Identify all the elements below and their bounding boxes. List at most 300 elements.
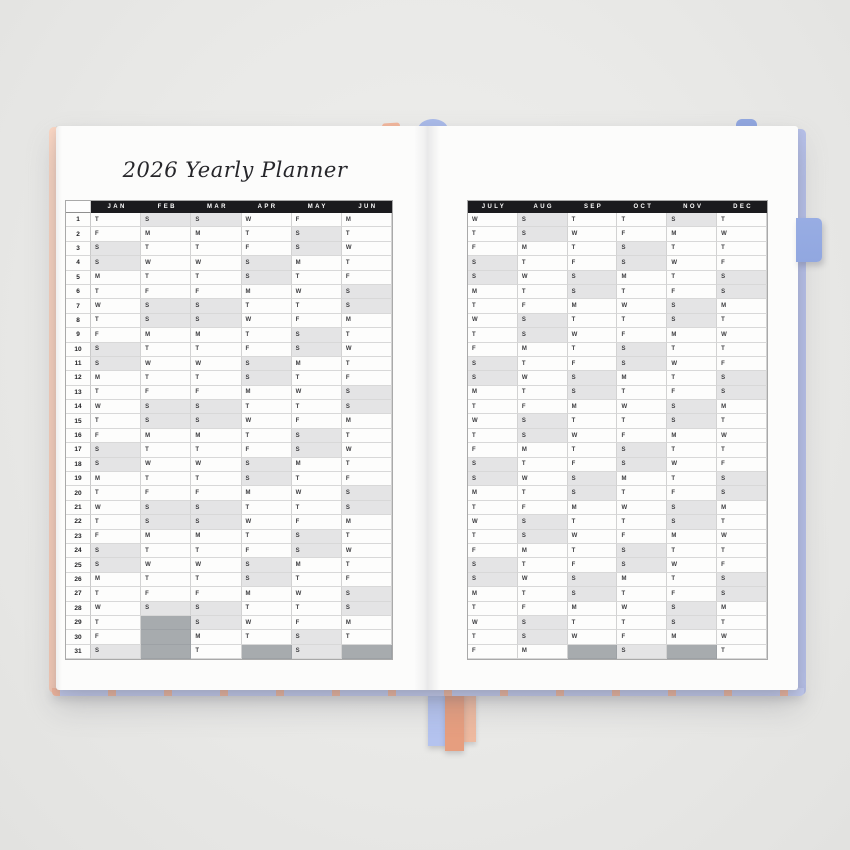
day-cell: S [191, 602, 241, 616]
row-number-cell: 20 [66, 486, 91, 500]
ribbon-salmon [445, 691, 464, 751]
day-cell: F [141, 486, 191, 500]
day-cell: S [91, 242, 141, 256]
day-cell: F [292, 213, 342, 227]
day-cell: W [518, 371, 568, 385]
day-cell: M [141, 328, 191, 342]
row-number-cell: 3 [66, 242, 91, 256]
day-cell: T [342, 458, 392, 472]
row-number-cell: 27 [66, 587, 91, 601]
day-cell: M [617, 472, 667, 486]
day-cell: S [518, 616, 568, 630]
day-cell: F [91, 530, 141, 544]
day-cell: T [617, 414, 667, 428]
day-cell: T [667, 544, 717, 558]
month-header: APR [242, 201, 292, 213]
day-cell: M [518, 242, 568, 256]
day-cell: T [342, 429, 392, 443]
day-cell: M [292, 458, 342, 472]
day-cell: S [617, 443, 667, 457]
day-cell: M [242, 486, 292, 500]
row-number-cell: 28 [66, 602, 91, 616]
day-cell: T [141, 544, 191, 558]
day-cell: F [468, 242, 518, 256]
day-cell: S [717, 285, 767, 299]
day-cell: F [91, 328, 141, 342]
day-cell: S [141, 213, 191, 227]
day-cell: T [141, 242, 191, 256]
day-cell: T [292, 299, 342, 313]
day-cell: S [342, 587, 392, 601]
day-cell: S [191, 616, 241, 630]
day-cell: W [191, 558, 241, 572]
day-cell: S [667, 616, 717, 630]
day-cell: M [91, 573, 141, 587]
day-cell: S [141, 400, 191, 414]
left-calendar-table [65, 200, 393, 660]
day-cell: S [518, 429, 568, 443]
day-cell: S [518, 314, 568, 328]
day-cell: T [191, 242, 241, 256]
day-cell: T [141, 472, 191, 486]
day-cell: W [667, 458, 717, 472]
day-cell: F [342, 472, 392, 486]
day-cell: W [91, 299, 141, 313]
day-cell: W [617, 501, 667, 515]
day-cell: T [468, 299, 518, 313]
day-cell: F [292, 314, 342, 328]
day-cell: S [191, 515, 241, 529]
day-cell: M [292, 558, 342, 572]
day-cell: F [191, 386, 241, 400]
day-cell: M [518, 645, 568, 659]
day-cell: W [242, 213, 292, 227]
day-cell: W [667, 256, 717, 270]
day-cell: M [717, 400, 767, 414]
day-cell: F [342, 573, 392, 587]
day-cell: S [292, 328, 342, 342]
day-cell: W [91, 602, 141, 616]
day-cell: T [292, 271, 342, 285]
day-cell: S [667, 515, 717, 529]
day-cell: S [518, 213, 568, 227]
day-cell: T [468, 501, 518, 515]
day-cell: T [242, 501, 292, 515]
day-cell: F [141, 386, 191, 400]
day-cell: S [468, 357, 518, 371]
day-cell: T [242, 530, 292, 544]
day-cell: M [342, 213, 392, 227]
day-cell: M [617, 573, 667, 587]
day-cell: T [568, 242, 618, 256]
day-cell: S [667, 314, 717, 328]
day-cell: S [667, 602, 717, 616]
day-cell: S [568, 472, 618, 486]
day-cell: S [292, 242, 342, 256]
day-cell: S [717, 573, 767, 587]
day-cell: S [617, 242, 667, 256]
day-cell: M [568, 501, 618, 515]
day-cell: T [568, 343, 618, 357]
day-cell: W [242, 314, 292, 328]
day-cell: M [342, 314, 392, 328]
day-cell: T [191, 544, 241, 558]
row-number-cell: 31 [66, 645, 91, 659]
day-cell: T [617, 616, 667, 630]
day-cell: S [91, 256, 141, 270]
day-cell: F [292, 616, 342, 630]
day-cell: T [191, 472, 241, 486]
day-cell: S [242, 271, 292, 285]
day-cell: F [717, 558, 767, 572]
day-cell: T [342, 558, 392, 572]
day-cell: M [518, 443, 568, 457]
row-number-cell: 17 [66, 443, 91, 457]
day-cell: S [242, 558, 292, 572]
day-cell: T [342, 256, 392, 270]
day-cell: T [667, 472, 717, 486]
day-cell: T [717, 544, 767, 558]
day-cell: T [468, 429, 518, 443]
day-cell: S [242, 256, 292, 270]
day-cell: T [518, 386, 568, 400]
day-cell: S [91, 443, 141, 457]
day-cell: S [242, 573, 292, 587]
row-number-cell: 15 [66, 414, 91, 428]
day-cell: M [717, 299, 767, 313]
day-cell [141, 645, 191, 659]
day-cell: S [141, 414, 191, 428]
day-cell: W [342, 343, 392, 357]
day-cell: F [717, 357, 767, 371]
day-cell: W [667, 558, 717, 572]
day-cell: F [292, 414, 342, 428]
day-cell: S [191, 299, 241, 313]
day-cell: M [717, 602, 767, 616]
day-cell: W [617, 602, 667, 616]
day-cell: T [91, 213, 141, 227]
day-cell: S [141, 602, 191, 616]
day-cell: S [518, 414, 568, 428]
day-cell [141, 616, 191, 630]
month-header: MAR [191, 201, 241, 213]
day-cell: M [518, 544, 568, 558]
day-cell: T [617, 213, 667, 227]
day-cell: S [468, 271, 518, 285]
day-cell: S [667, 400, 717, 414]
day-cell: S [568, 587, 618, 601]
day-cell: M [342, 616, 392, 630]
day-cell: W [91, 400, 141, 414]
day-cell: F [468, 443, 518, 457]
day-cell: F [242, 343, 292, 357]
day-cell: M [667, 328, 717, 342]
day-cell: F [468, 645, 518, 659]
day-cell: S [717, 271, 767, 285]
row-number-cell: 10 [66, 343, 91, 357]
day-cell: T [91, 285, 141, 299]
day-cell: T [717, 443, 767, 457]
day-cell: F [667, 285, 717, 299]
day-cell: T [717, 314, 767, 328]
day-cell: T [191, 343, 241, 357]
day-cell: W [91, 501, 141, 515]
day-cell: S [568, 371, 618, 385]
day-cell: T [667, 573, 717, 587]
day-cell: T [717, 515, 767, 529]
day-cell: T [617, 587, 667, 601]
day-cell: S [468, 256, 518, 270]
day-cell: M [518, 343, 568, 357]
day-cell: T [191, 573, 241, 587]
day-cell: T [141, 443, 191, 457]
day-cell: S [518, 328, 568, 342]
day-cell: T [617, 386, 667, 400]
day-cell: T [617, 314, 667, 328]
day-cell: W [568, 630, 618, 644]
day-cell: S [717, 472, 767, 486]
day-cell: T [141, 271, 191, 285]
month-header: JULY [468, 201, 518, 213]
day-cell: T [292, 472, 342, 486]
row-number-cell: 30 [66, 630, 91, 644]
day-cell: M [91, 472, 141, 486]
day-cell: T [342, 328, 392, 342]
day-cell: S [292, 544, 342, 558]
row-number-cell: 26 [66, 573, 91, 587]
day-cell: T [518, 357, 568, 371]
row-number-cell: 19 [66, 472, 91, 486]
day-cell: T [667, 271, 717, 285]
day-cell: S [568, 386, 618, 400]
day-cell: S [617, 645, 667, 659]
day-cell: S [342, 299, 392, 313]
day-cell: W [717, 429, 767, 443]
day-cell: W [292, 386, 342, 400]
day-cell: M [191, 630, 241, 644]
day-cell: S [468, 573, 518, 587]
day-cell: M [91, 271, 141, 285]
day-cell [667, 645, 717, 659]
day-cell: S [292, 429, 342, 443]
day-cell: S [141, 314, 191, 328]
day-cell: T [292, 573, 342, 587]
day-cell: S [242, 357, 292, 371]
day-cell: S [617, 558, 667, 572]
day-cell: T [518, 285, 568, 299]
day-cell: T [617, 285, 667, 299]
day-cell: T [667, 343, 717, 357]
day-cell: T [568, 616, 618, 630]
day-cell: W [242, 616, 292, 630]
day-cell: W [342, 242, 392, 256]
day-cell: S [91, 357, 141, 371]
day-cell: F [242, 242, 292, 256]
day-cell: T [141, 371, 191, 385]
day-cell: T [518, 558, 568, 572]
day-cell: S [468, 458, 518, 472]
day-cell: T [191, 443, 241, 457]
row-number-cell: 9 [66, 328, 91, 342]
day-cell [342, 645, 392, 659]
day-cell: S [667, 213, 717, 227]
day-cell: T [468, 602, 518, 616]
day-cell: S [342, 386, 392, 400]
day-cell: S [518, 515, 568, 529]
day-cell: S [91, 558, 141, 572]
day-cell: M [141, 429, 191, 443]
row-number-cell: 25 [66, 558, 91, 572]
day-cell: S [91, 458, 141, 472]
day-cell: M [191, 530, 241, 544]
day-cell: T [292, 400, 342, 414]
day-cell: W [468, 213, 518, 227]
day-cell: M [568, 602, 618, 616]
day-cell: T [468, 328, 518, 342]
day-cell: T [342, 530, 392, 544]
day-cell: F [518, 501, 568, 515]
month-header: NOV [667, 201, 717, 213]
day-cell: T [242, 429, 292, 443]
month-header: SEP [568, 201, 618, 213]
side-bookmark-tab [796, 218, 822, 262]
day-cell: F [717, 458, 767, 472]
day-cell: S [617, 544, 667, 558]
day-cell: W [468, 414, 518, 428]
day-cell: S [91, 544, 141, 558]
day-cell: F [292, 515, 342, 529]
day-cell: W [518, 472, 568, 486]
day-cell: W [141, 357, 191, 371]
day-cell: S [717, 486, 767, 500]
right-calendar-table [467, 200, 768, 660]
day-cell: S [191, 400, 241, 414]
day-cell: S [141, 299, 191, 313]
day-cell: F [617, 227, 667, 241]
day-cell: T [242, 400, 292, 414]
day-cell: S [667, 414, 717, 428]
day-cell: T [717, 616, 767, 630]
day-cell: S [141, 501, 191, 515]
month-header: AUG [518, 201, 568, 213]
day-cell: T [292, 602, 342, 616]
day-cell: W [242, 414, 292, 428]
day-cell: W [468, 314, 518, 328]
day-cell: S [617, 343, 667, 357]
row-number-cell: 11 [66, 357, 91, 371]
day-cell: F [518, 400, 568, 414]
day-cell: F [617, 328, 667, 342]
day-cell: T [191, 645, 241, 659]
row-number-cell: 24 [66, 544, 91, 558]
day-cell: S [91, 645, 141, 659]
day-cell: T [568, 213, 618, 227]
day-cell: M [468, 587, 518, 601]
day-cell: F [342, 271, 392, 285]
day-cell: S [342, 486, 392, 500]
day-cell: M [667, 227, 717, 241]
day-cell: F [568, 558, 618, 572]
day-cell: F [91, 630, 141, 644]
day-cell: T [141, 343, 191, 357]
month-header: MAY [292, 201, 342, 213]
day-cell: F [617, 429, 667, 443]
day-cell: S [191, 501, 241, 515]
day-cell: T [568, 443, 618, 457]
day-cell: F [468, 544, 518, 558]
day-cell: W [568, 530, 618, 544]
month-header: OCT [617, 201, 667, 213]
day-cell: T [568, 314, 618, 328]
day-cell: M [242, 587, 292, 601]
day-cell: M [292, 256, 342, 270]
day-cell [141, 630, 191, 644]
day-cell [568, 645, 618, 659]
day-cell: F [568, 458, 618, 472]
day-cell: M [91, 371, 141, 385]
day-cell: M [667, 630, 717, 644]
day-cell: S [342, 602, 392, 616]
day-cell: F [617, 530, 667, 544]
day-cell: S [717, 587, 767, 601]
day-cell: T [717, 242, 767, 256]
row-number-cell: 16 [66, 429, 91, 443]
day-cell: T [468, 630, 518, 644]
day-cell: F [191, 486, 241, 500]
day-cell: T [568, 515, 618, 529]
day-cell: W [518, 573, 568, 587]
day-cell: T [242, 602, 292, 616]
day-cell: T [717, 645, 767, 659]
day-cell: S [667, 299, 717, 313]
day-cell: W [717, 328, 767, 342]
day-cell: F [667, 486, 717, 500]
day-cell: S [292, 530, 342, 544]
day-cell: S [292, 343, 342, 357]
day-cell: F [568, 256, 618, 270]
day-cell: T [717, 343, 767, 357]
day-cell: T [91, 386, 141, 400]
row-number-cell: 8 [66, 314, 91, 328]
day-cell: F [191, 587, 241, 601]
day-cell: T [667, 443, 717, 457]
day-cell: S [191, 213, 241, 227]
day-cell: W [342, 544, 392, 558]
day-cell: T [292, 501, 342, 515]
day-cell: F [468, 343, 518, 357]
row-number-cell: 7 [66, 299, 91, 313]
day-cell: S [468, 558, 518, 572]
day-cell: W [141, 558, 191, 572]
row-number-cell: 29 [66, 616, 91, 630]
day-cell: S [292, 443, 342, 457]
day-cell: F [568, 357, 618, 371]
day-cell: W [667, 357, 717, 371]
day-cell: W [292, 486, 342, 500]
day-cell: M [191, 429, 241, 443]
day-cell: S [518, 227, 568, 241]
month-header: FEB [141, 201, 191, 213]
month-header: JUN [342, 201, 392, 213]
row-number-cell: 12 [66, 371, 91, 385]
day-cell: S [568, 271, 618, 285]
day-cell: S [242, 458, 292, 472]
day-cell: M [667, 429, 717, 443]
day-cell: F [617, 630, 667, 644]
day-cell: T [518, 256, 568, 270]
row-number-cell: 13 [66, 386, 91, 400]
day-cell: W [617, 400, 667, 414]
